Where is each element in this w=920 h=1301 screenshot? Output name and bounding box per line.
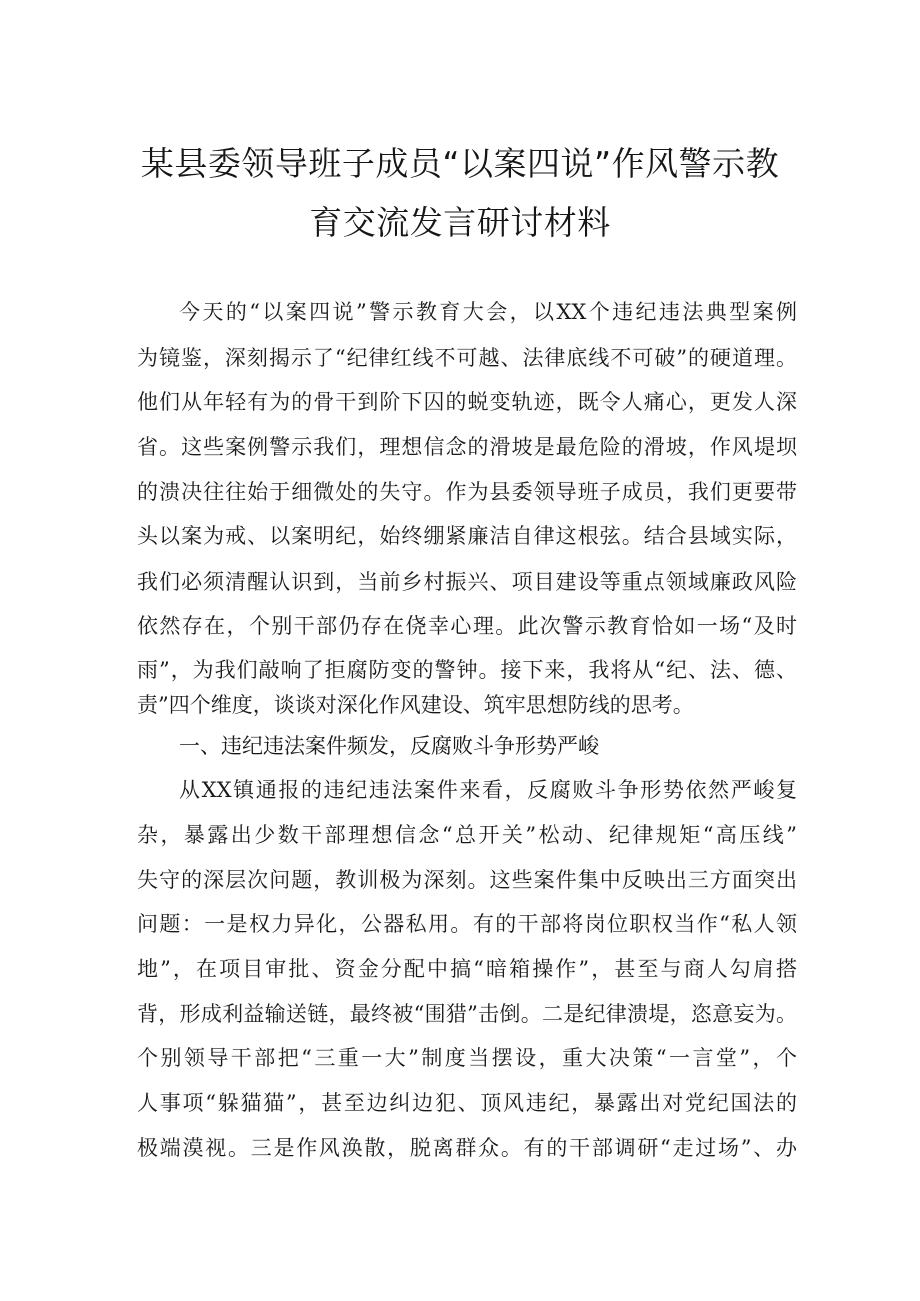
section-1-paragraph-line: 地”，在项目审批、资金分配中搞“暗箱操作”，甚至与商人勾肩搭	[137, 957, 797, 981]
section-1-paragraph-line: 失守的深层次问题，教训极为深刻。这些案件集中反映出三方面突出	[137, 868, 797, 892]
intro-paragraph-line: 为镜鉴，深刻揭示了“纪律红线不可越、法律底线不可破”的硬道理。	[137, 346, 797, 370]
document-title-line-1: 某县委领导班子成员“以案四说”作风警示教	[140, 144, 780, 183]
section-1-paragraph-line: 问题：一是权力异化，公器私用。有的干部将岗位职权当作“私人领	[137, 912, 797, 936]
intro-paragraph-line: 雨”，为我们敲响了拒腐防变的警钟。接下来，我将从“纪、法、德、	[137, 658, 797, 682]
intro-paragraph-line: 责”四个维度，谈谈对深化作风建设、筑牢思想防线的思考。	[137, 693, 694, 717]
intro-paragraph-line: 的溃决往往始于细微处的失守。作为县委领导班子成员，我们更要带	[137, 480, 797, 504]
intro-paragraph-line: 今天的“以案四说”警示教育大会，以XX个违纪违法典型案例	[179, 300, 797, 324]
document-title-line-2: 育交流发言研讨材料	[309, 203, 611, 242]
intro-paragraph-line: 省。这些案例警示我们，理想信念的滑坡是最危险的滑坡，作风堤坝	[137, 435, 797, 459]
section-1-paragraph-line: 背，形成利益输送链，最终被“围猎”击倒。二是纪律溃堤，恣意妄为。	[137, 1002, 797, 1026]
section-1-paragraph-line: 人事项“躲猫猫”，甚至边纠边犯、顶风违纪，暴露出对党纪国法的	[137, 1091, 797, 1115]
section-1-paragraph-line: 个别领导干部把“三重一大”制度当摆设，重大决策“一言堂”，个	[137, 1046, 797, 1070]
intro-paragraph-line: 我们必须清醒认识到，当前乡村振兴、项目建设等重点领域廉政风险	[137, 570, 797, 594]
section-1-paragraph-line: 从XX镇通报的违纪违法案件来看，反腐败斗争形势依然严峻复	[179, 778, 797, 802]
intro-paragraph-line: 头以案为戒、以案明纪，始终绷紧廉洁自律这根弦。结合县域实际，	[137, 524, 797, 548]
section-1-paragraph-line: 极端漠视。三是作风涣散，脱离群众。有的干部调研“走过场”、办	[137, 1136, 797, 1160]
intro-paragraph-line: 他们从年轻有为的骨干到阶下囚的蜕变轨迹，既令人痛心，更发人深	[137, 390, 797, 414]
section-heading-1: 一、违纪违法案件频发，反腐败斗争形势严峻	[179, 734, 599, 758]
section-1-paragraph-line: 杂，暴露出少数干部理想信念“总开关”松动、纪律规矩“高压线”	[137, 823, 797, 847]
intro-paragraph-line: 依然存在，个别干部仍存在侥幸心理。此次警示教育恰如一场“及时	[137, 614, 797, 638]
